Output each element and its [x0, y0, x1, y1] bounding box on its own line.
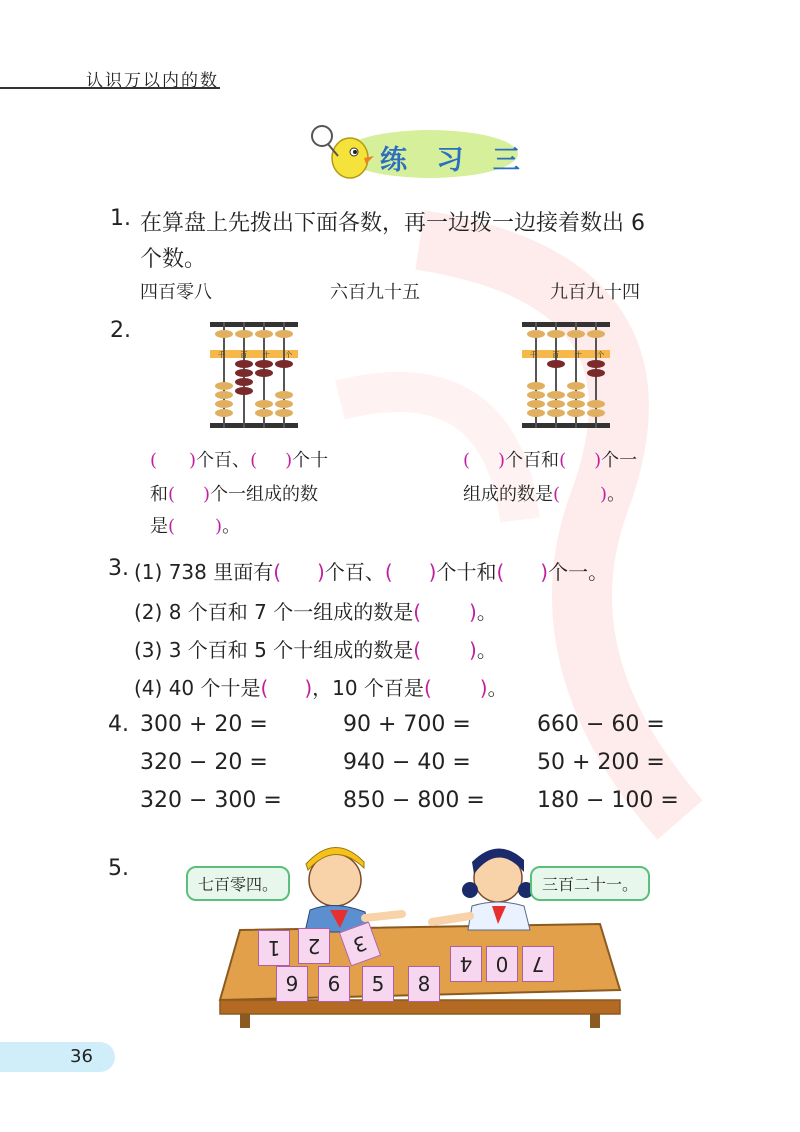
q2-left-text: 个百、 — [196, 450, 251, 471]
number-card: 3 — [339, 922, 381, 967]
abacus-left-labels — [210, 350, 300, 360]
q3-text: (1) 738 里面有 — [134, 560, 274, 584]
abacus-label: 百 — [240, 351, 248, 359]
paren-close: ) — [469, 638, 477, 662]
abacus-label: 百 — [552, 351, 560, 359]
abacus-right — [520, 320, 612, 430]
q3-text: (3) 3 个百和 5 个十组成的数是 — [134, 638, 414, 662]
q3-item-4 — [134, 672, 508, 701]
q4-number: 4. — [108, 712, 129, 737]
q2-right-line1 — [463, 446, 637, 472]
q2-right-text: 个百和 — [505, 450, 560, 471]
paren-close: ) — [469, 600, 477, 624]
q3-text: 。 — [476, 600, 497, 624]
paren-close: ) — [540, 560, 549, 584]
q2-right-line2 — [463, 480, 625, 506]
paren-close: ) — [215, 516, 223, 537]
q1-number-2: 六百九十五 — [330, 282, 420, 303]
q1-line2: 个数。 — [140, 247, 207, 272]
equation: 660 − 60 = — [537, 712, 665, 737]
q3-text: (2) 8 个百和 7 个一组成的数是 — [134, 600, 414, 624]
paren-open: ( — [250, 450, 258, 471]
paren-close: ) — [428, 560, 437, 584]
running-header: 认识万以内的数 — [86, 71, 219, 91]
q2-left-line1 — [150, 446, 328, 472]
paren-close: ) — [600, 484, 608, 505]
paren-open: ( — [559, 450, 567, 471]
paren-close: ) — [594, 450, 602, 471]
q2-left-text: 个一组成的数 — [210, 484, 319, 505]
q2-right-text: 组成的数是 — [463, 484, 553, 505]
abacus-label: 个 — [285, 351, 293, 359]
abacus-label: 个 — [597, 351, 605, 359]
q3-text: 。 — [476, 638, 497, 662]
paren-open: ( — [168, 484, 176, 505]
number-card: 7 — [522, 946, 554, 982]
q1-number-3: 九百九十四 — [550, 282, 640, 303]
number-card: 4 — [450, 946, 482, 982]
equation: 50 + 200 = — [537, 750, 665, 775]
section-title: 练 习 三 — [380, 145, 530, 176]
boy-speech-bubble: 七百零四。 — [186, 866, 290, 901]
number-card: 8 — [408, 966, 440, 1002]
paren-open: ( — [384, 560, 393, 584]
q3-text: 个百、 — [324, 560, 385, 584]
q2-left-text: 个十 — [292, 450, 329, 471]
number-card: 6 — [318, 966, 350, 1002]
paren-open: ( — [496, 560, 505, 584]
q2-right-text: 。 — [607, 484, 626, 505]
number-card: 9 — [276, 966, 308, 1002]
paren-open: ( — [273, 560, 282, 584]
paren-close: ) — [304, 676, 313, 700]
paren-open: ( — [553, 484, 561, 505]
paren-close: ) — [285, 450, 293, 471]
number-card: 0 — [486, 946, 518, 982]
equation: 90 + 700 = — [343, 712, 471, 737]
paren-open: ( — [423, 676, 432, 700]
q1-number-1: 四百零八 — [140, 282, 212, 303]
q2-left-text: 是 — [150, 516, 168, 537]
paren-open: ( — [463, 450, 471, 471]
abacus-left — [208, 320, 300, 430]
q3-item-1 — [134, 556, 608, 585]
paren-open: ( — [150, 450, 158, 471]
abacus-right-labels — [522, 350, 612, 360]
q2-left-text: 和 — [150, 484, 168, 505]
number-card: 5 — [362, 966, 394, 1002]
q2-left-line2 — [150, 480, 318, 506]
equation: 940 − 40 = — [343, 750, 471, 775]
paren-close: ) — [498, 450, 506, 471]
paren-open: ( — [413, 600, 422, 624]
equation: 850 − 800 = — [343, 788, 485, 813]
equation: 320 − 20 = — [140, 750, 268, 775]
abacus-label: 千 — [217, 351, 225, 359]
abacus-label: 十 — [262, 351, 270, 359]
q1-number: 1. — [110, 206, 131, 231]
q3-number: 3. — [108, 556, 129, 581]
q2-number: 2. — [110, 318, 131, 343]
equation: 320 − 300 = — [140, 788, 282, 813]
q5-number: 5. — [108, 856, 129, 881]
paren-open: ( — [413, 638, 422, 662]
abacus-label: 千 — [529, 351, 537, 359]
number-card: 2 — [298, 928, 330, 964]
paren-close: ) — [479, 676, 488, 700]
q3-text: ，10 个百是 — [312, 676, 424, 700]
number-card: 1 — [258, 930, 290, 966]
q3-item-3 — [134, 634, 497, 663]
girl-speech-bubble: 三百二十一。 — [530, 866, 650, 901]
paren-close: ) — [189, 450, 197, 471]
paren-open: ( — [168, 516, 176, 537]
paren-close: ) — [203, 484, 211, 505]
q3-text: 个一。 — [548, 560, 609, 584]
page-number: 36 — [70, 1046, 93, 1067]
q2-right-text: 个一 — [601, 450, 638, 471]
q3-text: 个十和 — [436, 560, 497, 584]
q1-line1: 在算盘上先拨出下面各数，再一边拨一边接着数出 6 — [140, 211, 645, 236]
page-number-tab — [0, 1042, 115, 1072]
q3-item-2 — [134, 596, 497, 625]
q3-text: 。 — [487, 676, 508, 700]
abacus-label: 十 — [574, 351, 582, 359]
header-rule — [0, 87, 220, 89]
q2-left-text: 。 — [222, 516, 241, 537]
paren-open: ( — [260, 676, 269, 700]
q3-text: (4) 40 个十是 — [134, 676, 261, 700]
equation: 300 + 20 = — [140, 712, 268, 737]
q2-left-line3 — [150, 512, 240, 538]
paren-close: ) — [317, 560, 325, 584]
equation: 180 − 100 = — [537, 788, 679, 813]
